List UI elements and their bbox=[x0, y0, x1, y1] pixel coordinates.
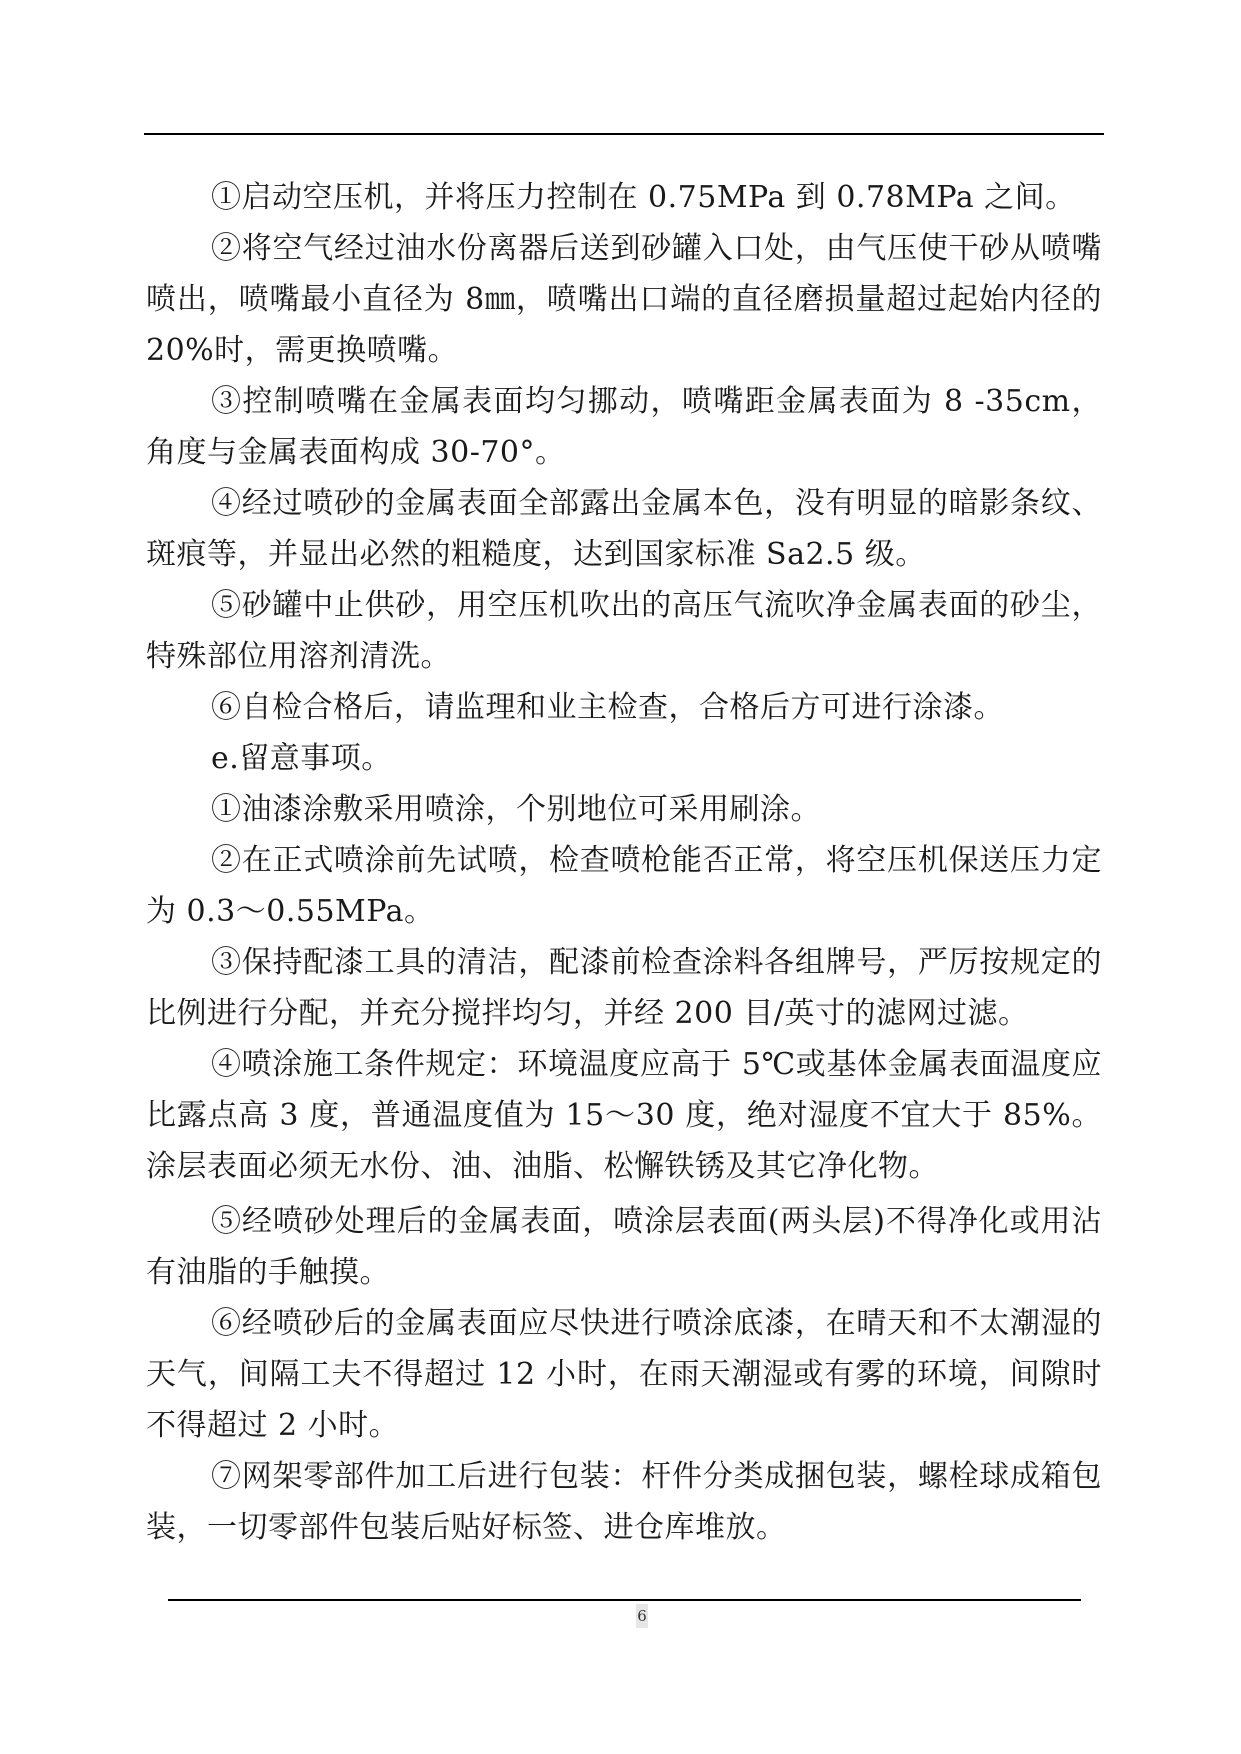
paragraph-step-3: ③控制喷嘴在金属表面均匀挪动，喷嘴距金属表面为 8 -35cm，角度与金属表面构成 30-70°。 bbox=[146, 384, 1102, 470]
note-item-3: ③保持配漆工具的清洁，配漆前检查涂料各组牌号，严厉按规定的比例进行分配，并充分搅拌均匀，并经 200 目/英寸的滤网过滤。 bbox=[146, 945, 1102, 1031]
note-item-4: ④喷涂施工条件规定：环境温度应高于 5℃或基体金属表面温度应比露点高 3 度，普通温度值为 15～30 度，绝对湿度不宜大于 85%。涂层表面必须无水份、油、油脂、松懈铁锈及其它净化物。 bbox=[146, 1047, 1102, 1184]
paragraph-step-4: ④经过喷砂的金属表面全部露出金属本色，没有明显的暗影条纹、斑痕等，并显出必然的粗糙度，达到国家标准 Sa2.5 级。 bbox=[146, 486, 1102, 572]
footer-rule bbox=[168, 1599, 1081, 1601]
note-item-1: ①油漆涂敷采用喷涂，个别地位可采用刷涂。 bbox=[211, 792, 821, 827]
document-body bbox=[146, 172, 1102, 1553]
section-heading-notes: e.留意事项。 bbox=[211, 741, 392, 776]
header-rule bbox=[144, 133, 1104, 135]
paragraph-step-5: ⑤砂罐中止供砂，用空压机吹出的高压气流吹净金属表面的砂尘，特殊部位用溶剂清洗。 bbox=[146, 588, 1102, 674]
paragraph-step-1: ①启动空压机，并将压力控制在 0.75MPa 到 0.78MPa 之间。 bbox=[211, 180, 1076, 215]
note-item-2: ②在正式喷涂前先试喷，检查喷枪能否正常，将空压机保送压力定为 0.3～0.55MPa。 bbox=[146, 843, 1102, 929]
note-item-5: ⑤经喷砂处理后的金属表面，喷涂层表面(两头层)不得净化或用沾有油脂的手触摸。 bbox=[146, 1204, 1102, 1290]
paragraph-step-6: ⑥自检合格后，请监理和业主检查，合格后方可进行涂漆。 bbox=[211, 690, 1004, 725]
page-number: 6 bbox=[636, 1604, 648, 1628]
note-item-6: ⑥经喷砂后的金属表面应尽快进行喷涂底漆，在晴天和不太潮湿的天气，间隔工夫不得超过 12 小时，在雨天潮湿或有雾的环境，间隙时不得超过 2 小时。 bbox=[146, 1306, 1102, 1443]
paragraph-step-2: ②将空气经过油水份离器后送到砂罐入口处，由气压使干砂从喷嘴喷出，喷嘴最小直径为 8㎜，喷嘴出口端的直径磨损量超过起始内径的 20%时，需更换喷嘴。 bbox=[146, 231, 1102, 368]
note-item-7: ⑦网架零部件加工后进行包装：杆件分类成捆包装，螺栓球成箱包装，一切零部件包装后贴好标签、进仓库堆放。 bbox=[146, 1459, 1102, 1545]
